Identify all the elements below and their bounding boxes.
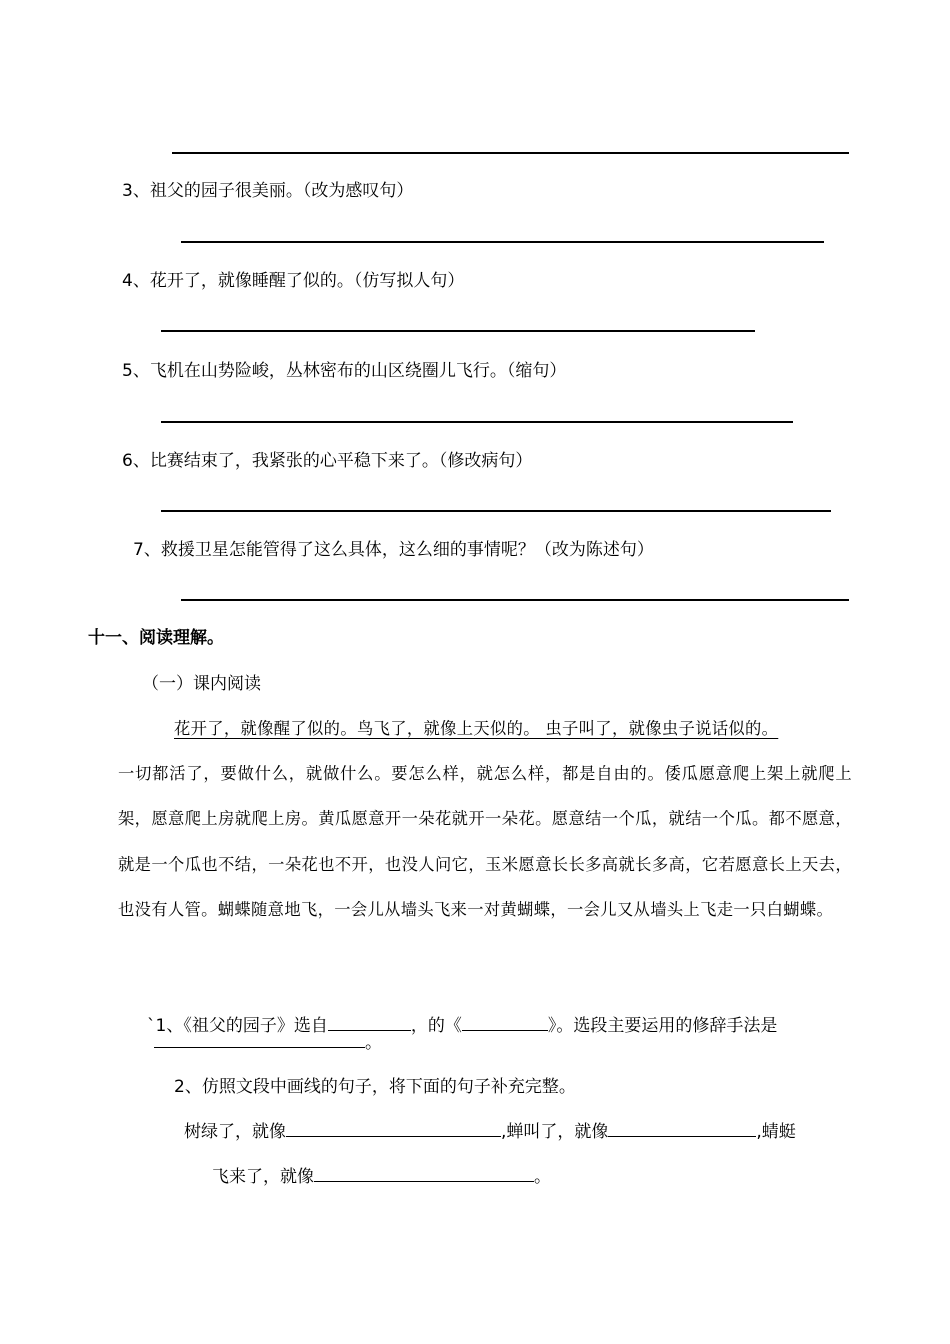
- answer-line-7[interactable]: [181, 599, 849, 601]
- question-4: [122, 266, 464, 291]
- question-number: 5: [122, 361, 133, 381]
- q2-part3: ,蜻蜓: [756, 1122, 796, 1142]
- reading-question-2: 2、仿照文段中画线的句子，将下面的句子补充完整。: [174, 1077, 576, 1097]
- question-text: 、飞机在山势险峻，丛林密布的山区绕圈儿飞行。（缩句）: [132, 361, 567, 381]
- q1-blank-rhetoric[interactable]: [154, 1033, 365, 1048]
- q2-blank-2[interactable]: [608, 1118, 756, 1137]
- passage-body: 一切都活了，要做什么，就做什么。要怎么样，就怎么样，都是自由的。倭瓜愿意爬上架上就爬上架，愿意爬上房就爬上房。黄瓜愿意开一朵花就开一朵花。愿意结一个瓜，就结一个瓜。都不愿意，就是一个瓜也不结，一朵花也不开，也没人问它，玉米愿意长长多高就长多高，它若愿意长上天去，也没有人管。蝴蝶随意地飞，一会儿从墙头飞来一对黄蝴蝶，一会儿又从墙头上飞走一只白蝴蝶。: [118, 764, 852, 919]
- reading-question-2-line2: [212, 1162, 551, 1187]
- question-number: 4: [122, 271, 133, 291]
- answer-line-6[interactable]: [161, 510, 831, 512]
- reading-question-1-cont: [154, 1028, 382, 1053]
- q2-end: 。: [534, 1167, 551, 1187]
- question-number: 7: [133, 540, 144, 560]
- section-subheading: （一）课内阅读: [142, 674, 261, 694]
- q1-after: 》。选段主要运用的修辞手法是: [547, 1016, 778, 1036]
- question-number: 6: [122, 451, 133, 471]
- question-5: [122, 356, 566, 381]
- answer-line-3[interactable]: [181, 241, 824, 243]
- answer-line-5[interactable]: [161, 421, 793, 423]
- question-7: [133, 535, 654, 560]
- reading-question-2-line1: [184, 1117, 796, 1142]
- answer-line-2[interactable]: [172, 152, 849, 154]
- answer-line-4[interactable]: [161, 330, 755, 332]
- q1-mid: ，的《: [410, 1016, 462, 1036]
- q2-part4: 飞来了，就像: [212, 1167, 314, 1187]
- q2-blank-1[interactable]: [286, 1118, 501, 1137]
- question-text: 、比赛结束了，我紧张的心平稳下来了。（修改病句）: [132, 451, 533, 471]
- question-text: 、祖父的园子很美丽。（改为感叹句）: [132, 181, 414, 201]
- q2-part1: 树绿了，就像: [184, 1122, 286, 1142]
- question-3: [122, 176, 413, 201]
- q1-prefix: `1、《祖父的园子》选自: [147, 1016, 328, 1036]
- reading-passage: [118, 706, 852, 932]
- question-text: 、救援卫星怎能管得了这么具体，这么细的事情呢？（改为陈述句）: [143, 540, 654, 560]
- q2-part2: ,蝉叫了，就像: [501, 1122, 609, 1142]
- q1-blank-title[interactable]: [462, 1012, 548, 1031]
- question-text: 、花开了，就像睡醒了似的。（仿写拟人句）: [132, 271, 465, 291]
- question-6: [122, 446, 532, 471]
- section-heading: 十一、阅读理解。: [88, 628, 224, 648]
- underlined-sentence: 花开了，就像醒了似的。鸟飞了，就像上天似的。 虫子叫了，就像虫子说话似的。: [174, 719, 779, 738]
- question-number: 3: [122, 181, 133, 201]
- q2-blank-3[interactable]: [314, 1163, 534, 1182]
- q1-end: 。: [365, 1033, 382, 1053]
